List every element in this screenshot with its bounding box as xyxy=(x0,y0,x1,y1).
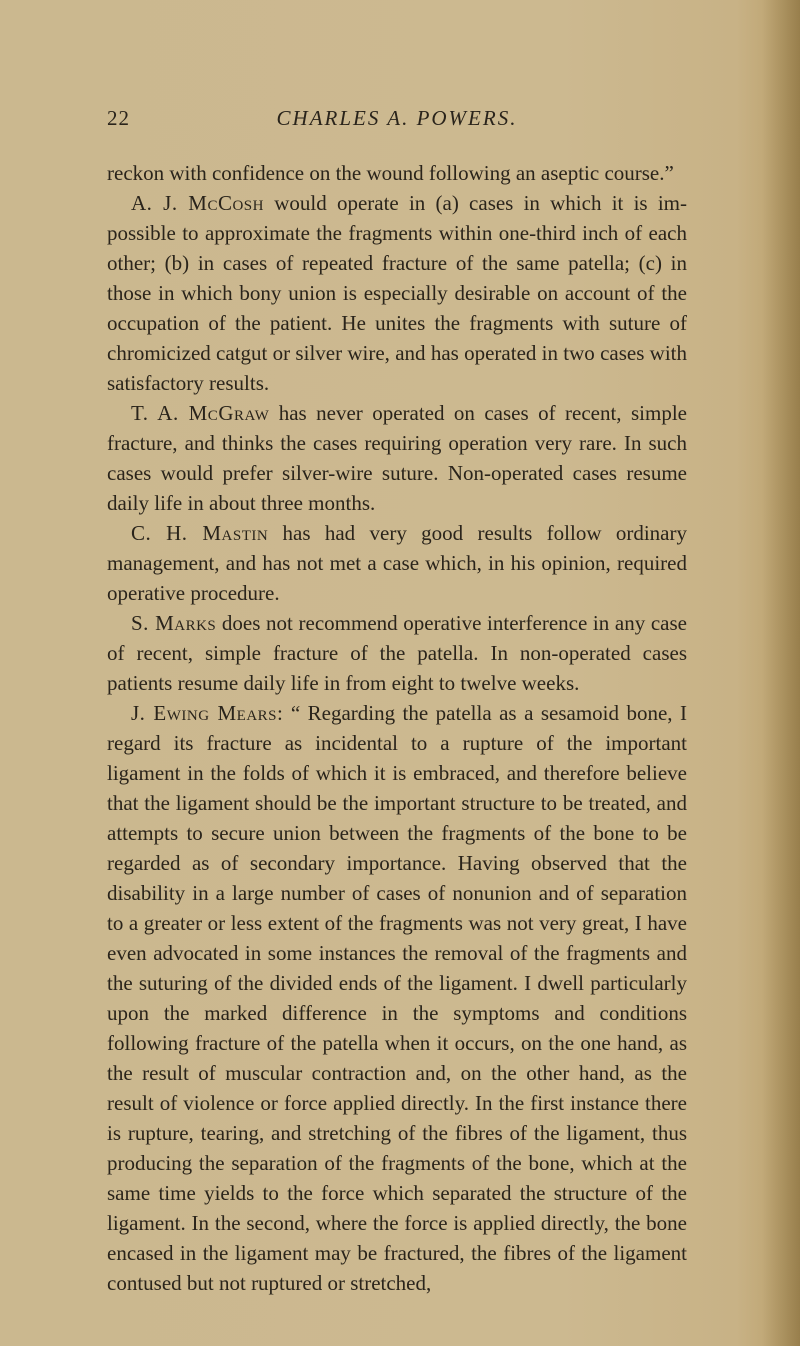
paragraph-text: does not recommend operative interference in any case of recent, simple fracture of the patella. In non-operated cases patients resume daily life in from eight to twelve weeks. xyxy=(107,611,687,695)
paragraph-marks xyxy=(107,608,687,698)
page-header xyxy=(107,106,687,140)
paragraph-text: would operate in (a) cases in which it is impossible to approximate the fragments within one-third inch of each other; (b) in cases of repeated fracture of the same patella; (c) in those in which bony union is especially desirable on account of the occupation of the patient. He unites the fragments with suture of chromicized catgut or silver wire, and has operated in two cases with satisfactory results. xyxy=(107,191,687,395)
paragraph-mcgraw xyxy=(107,398,687,518)
paragraph-text: reckon with confidence on the wound following an aseptic course.” xyxy=(107,161,674,185)
surgeon-name: T. A. McGraw xyxy=(131,401,270,425)
paragraph-mears xyxy=(107,698,687,1298)
paragraph-continuation xyxy=(107,158,687,188)
surgeon-name: A. J. McCosh xyxy=(131,191,264,215)
surgeon-name: S. Marks xyxy=(131,611,217,635)
paragraph-text: has never operated on cases of recent, simple fracture, and thinks the cases requiring operation very rare. In such cases would prefer silver-wire suture. Non-operated cases resume daily life in about three months. xyxy=(107,401,687,515)
page-number: 22 xyxy=(107,106,130,130)
paragraph-mccosh xyxy=(107,188,687,398)
body-text xyxy=(107,158,687,1298)
running-title: CHARLES A. POWERS. xyxy=(276,106,518,130)
paragraph-text: “ Regarding the patella as a sesamoid bone, I regard its fracture as incidental to a rupture of the important ligament in the folds of which it is embraced, and therefore believe that the ligament should be the important structure to be treated, and attempts to secure union between the fragments of the bone to be regarded as of secondary importance. Having observed that the disability in a large number of cases of nonunion and of separation to a greater or less extent of the fragments was not very great, I have even advocated in some instances the removal of the fragments and the suturing of the divided ends of the ligament. I dwell particularly upon the marked difference in the symptoms and conditions following fracture of the patella when it occurs, on the one hand, as the result of muscular contraction and, on the other hand, as the result of violence or force applied directly. In the first instance there is rupture, tearing, and stretching of the fibres of the ligament, thus producing the separation of the fragments of the bone, which at the same time yields to the force which separated the structure of the ligament. In the second, where the force is applied directly, the bone encased in the ligament may be fractured, the fibres of the ligament contused but not ruptured or stretched, xyxy=(107,701,688,1295)
surgeon-name: C. H. Mastin xyxy=(131,521,269,545)
page-edge-shadow xyxy=(762,0,800,1346)
paragraph-text: has had very good results follow ordinary management, and has not met a case which, in his opinion, required operative procedure. xyxy=(107,521,687,605)
paragraph-mastin xyxy=(107,518,687,608)
surgeon-name: J. Ewing Mears: xyxy=(131,701,284,725)
